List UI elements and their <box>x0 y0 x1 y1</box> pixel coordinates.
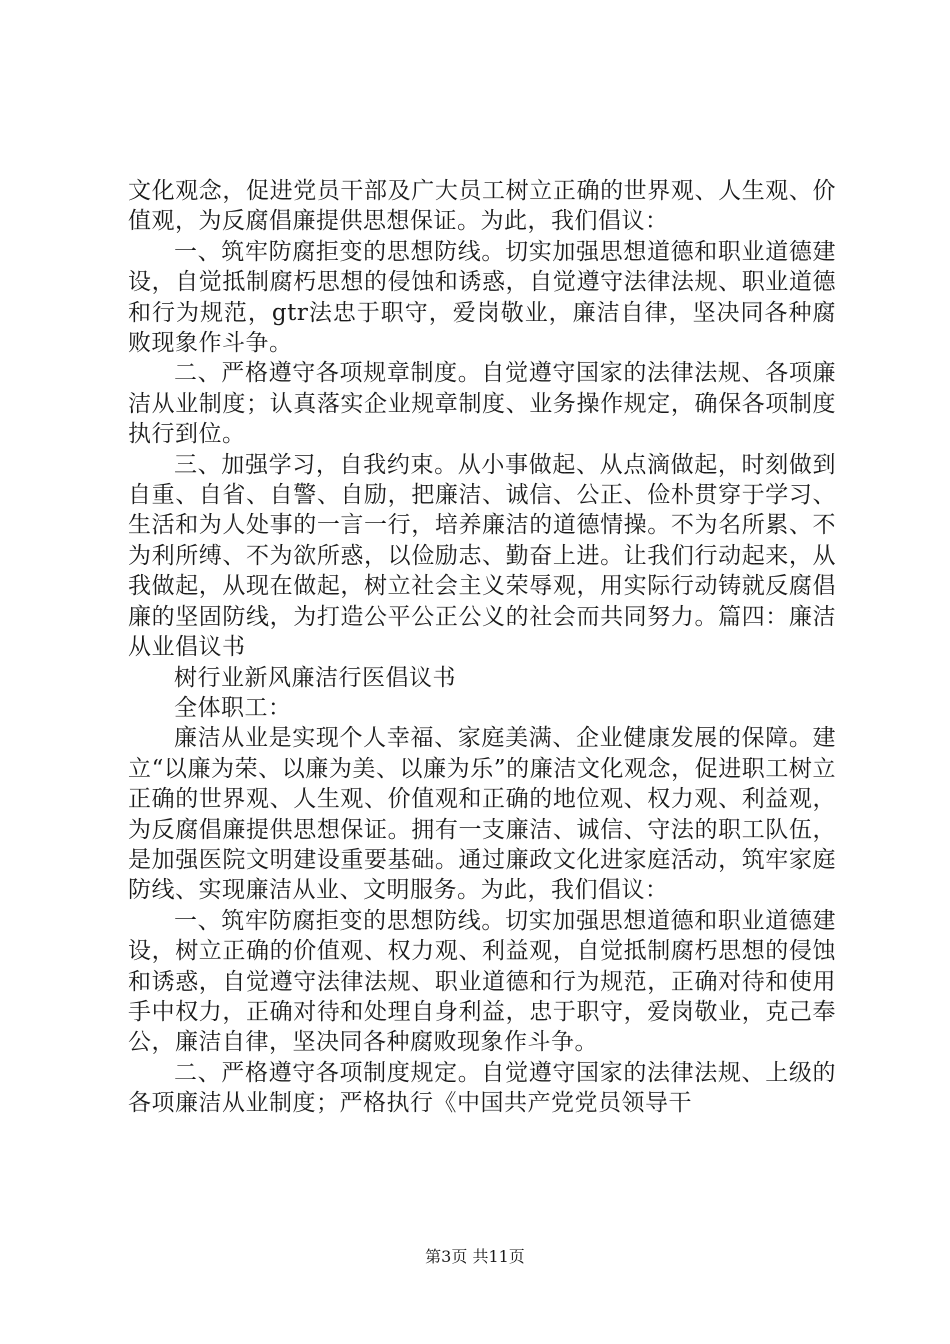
document-body <box>128 176 836 1119</box>
paragraph-continued-intro: 文化观念，促进党员干部及广大员工树立正确的世界观、人生观、价值观，为反腐倡廉提供思想保证。为此，我们倡议： <box>128 178 836 235</box>
section-title: 树行业新风廉洁行医倡议书 <box>174 664 456 691</box>
page-number-footer: 第3页 共11页 <box>425 1247 525 1266</box>
paragraph-point-2: 二、严格遵守各项制度规定。自觉遵守国家的法律法规、上级的各项廉洁从业制度；严格执行《中国共产党党员领导干 <box>128 1059 836 1117</box>
paragraph-point-1: 一、筑牢防腐拒变的思想防线。切实加强思想道德和职业道德建设，树立正确的价值观、权力观、利益观，自觉抵制腐朽思想的侵蚀和诱惑，自觉遵守法律法规、职业道德和行为规范，正确对待和使用手中权力，正确对待和处理自身利益，忠于职守，爱岗敬业，克己奉公，廉洁自律，坚决同各种腐败现象作斗争。 <box>128 907 836 1056</box>
paragraph-intro: 廉洁从业是实现个人幸福、家庭美满、企业健康发展的保障。建立“以廉为荣、以廉为美、以廉为乐”的廉洁文化观念，促进职工树立正确的世界观、人生观、价值观和正确的地位观、权力观、利益观，为反腐倡廉提供思想保证。拥有一支廉洁、诚信、守法的职工队伍，是加强医院文明建设重要基础。通过廉政文化进家庭活动，筑牢家庭防线、实现廉洁从业、文明服务。为此，我们倡议： <box>128 725 836 904</box>
paragraph-item-1: 一、筑牢防腐拒变的思想防线。切实加强思想道德和职业道德建设，自觉抵制腐朽思想的侵蚀和诱惑，自觉遵守法律法规、职业道德和行为规范，gtr法忠于职守，爱岗敬业，廉洁自律，坚决同各种腐败现象作斗争。 <box>128 238 836 357</box>
paragraph-item-3: 三、加强学习，自我约束。从小事做起、从点滴做起，时刻做到自重、自省、自警、自励，把廉洁、诚信、公正、俭朴贯穿于学习、生活和为人处事的一言一行，培养廉洁的道德情操。不为名所累、不为利所缚、不为欲所惑，以俭励志、勤奋上进。让我们行动起来，从我做起，从现在做起，树立社会主义荣辱观，用实际行动铸就反腐倡廉的坚固防线，为打造公平公正公义的社会而共同努力。篇四：廉洁从业倡议书 <box>128 451 836 661</box>
paragraph-item-2: 二、严格遵守各项规章制度。自觉遵守国家的法律法规、各项廉洁从业制度；认真落实企业规章制度、业务操作规定，确保各项制度执行到位。 <box>128 360 836 448</box>
salutation: 全体职工： <box>174 694 292 721</box>
